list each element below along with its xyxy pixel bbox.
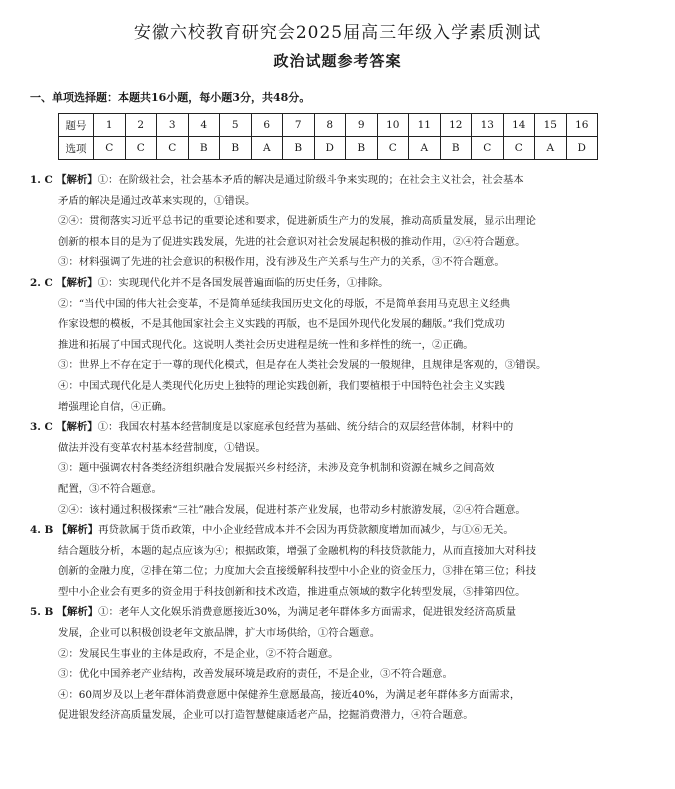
explanation-line: 推进和拓展了中国式现代化。这说明人类社会历史进程是统一性和多样性的统一，②正确。	[58, 338, 474, 351]
question-label: 2. C	[30, 276, 53, 289]
answer-cell: C	[94, 137, 126, 160]
explanation-text: ①：在阶级社会，社会基本矛盾的解决是通过阶级斗争来实现的；在社会主义社会，社会基本	[97, 174, 524, 186]
explanation-line: ②④：该村通过积极探索“三社”融合发展，促进村茶产业发展，也带动乡村旅游发展，②④符合题意。	[58, 503, 526, 516]
explanation-line: ④：60周岁及以上老年群体消费意愿中保健养生意愿最高，接近40%，为满足老年群体多方面需求，	[58, 688, 521, 701]
answer-cell: B	[188, 137, 220, 160]
explanation-line: ②④：贯彻落实习近平总书记的重要论述和要求，促进新质生产力的发展，推动高质量发展，显示出理论	[58, 215, 536, 228]
explanation-line	[30, 273, 652, 294]
answer-table	[58, 113, 598, 160]
answer-cell: C	[125, 137, 157, 160]
question-number-row	[59, 114, 598, 137]
explanation-line: ②：发展民生事业的主体是政府，不是企业，②不符合题意。	[58, 647, 339, 660]
question-label: 3. C	[30, 421, 53, 434]
explanation-line: ④：中国式现代化是人类现代化历史上独特的理论实践创新，我们要植根于中国特色社会主义实践	[58, 379, 505, 392]
question-number-cell: 11	[409, 114, 441, 137]
explanation-text: 再贷款属于货币政策，中小企业经营成本并不会因为再贷款额度增加而减少，与①⑥无关。	[98, 524, 514, 537]
question-number-cell: 3	[157, 114, 189, 137]
explanation-line: 配置，③不符合题意。	[58, 482, 162, 495]
question-number-cell: 7	[283, 114, 315, 137]
question-explanation	[30, 170, 652, 273]
explanation-line: ②：“当代中国的伟大社会变革，不是简单延续我国历史文化的母版，不是简单套用马克思主义经典	[58, 297, 511, 310]
document-subtitle: 政治试题参考答案	[273, 52, 402, 70]
explanation-line: 作家设想的模板，不是其他国家社会主义实践的再版，也不是国外现代化发展的翻版。”我们党成功	[58, 318, 505, 331]
explanation-line: 做法并没有变革农村基本经营制度，①错误。	[58, 441, 266, 454]
explanation-line	[30, 602, 652, 623]
analysis-tag: 【解析】	[56, 524, 99, 537]
question-explanation	[30, 602, 652, 726]
question-number-cell: 12	[440, 114, 472, 137]
question-label: 1. C	[30, 174, 53, 186]
explanation-line: 创新的金融力度，②排在第二位；力度加大会直接缓解科技型中小企业的资金压力，③排在第三位；科技	[58, 565, 536, 578]
question-explanation	[30, 273, 652, 417]
explanation-line	[30, 170, 652, 191]
question-number-cell: 9	[346, 114, 378, 137]
answer-cell: B	[220, 137, 252, 160]
explanation-text: ①：老年人文化娱乐消费意愿接近30%，为满足老年群体多方面需求，促进银发经济高质量	[98, 606, 517, 619]
question-number-cell: 8	[314, 114, 346, 137]
question-number-cell: 1	[94, 114, 126, 137]
question-number-cell: 13	[472, 114, 504, 137]
question-number-cell: 15	[535, 114, 567, 137]
answer-cell: A	[251, 137, 283, 160]
answer-cell: B	[440, 137, 472, 160]
explanation-line: ③：世界上不存在定于一尊的现代化模式，但是存在人类社会发展的一般规律，且规律是客观的，③错误。	[58, 359, 547, 372]
question-number-cell: 16	[566, 114, 598, 137]
analysis-tag: 【解析】	[56, 421, 98, 434]
question-label: 5. B	[30, 606, 54, 619]
explanation-line: 型中小企业会有更多的资金用于科技创新和技术改造，推进重点领域的数字化转型发展，⑤排第四位。	[58, 585, 526, 598]
question-explanation	[30, 417, 652, 520]
question-number-cell: 10	[377, 114, 409, 137]
explanation-text: ①：我国农村基本经营制度是以家庭承包经营为基础、统分结合的双层经营体制，材料中的	[97, 421, 514, 434]
answer-cell: B	[283, 137, 315, 160]
answer-cell: C	[472, 137, 504, 160]
answer-cell: D	[314, 137, 346, 160]
row-label-number: 题号	[59, 114, 94, 137]
answer-cell: B	[346, 137, 378, 160]
answer-cell: D	[566, 137, 598, 160]
section-heading: 一、单项选择题：本题共16小题，每小题3分，共48分。	[30, 91, 311, 104]
explanation-text: ①：实现现代化并不是各国发展普遍面临的历史任务，①排除。	[97, 276, 389, 289]
explanations	[30, 170, 652, 726]
answer-row	[59, 137, 598, 160]
question-number-cell: 5	[220, 114, 252, 137]
answer-cell: A	[409, 137, 441, 160]
row-label-answer: 选项	[59, 137, 94, 160]
question-number-cell: 4	[188, 114, 220, 137]
analysis-tag: 【解析】	[56, 174, 98, 186]
explanation-line	[30, 520, 652, 541]
answer-cell: C	[377, 137, 409, 160]
question-number-cell: 14	[503, 114, 535, 137]
analysis-tag: 【解析】	[56, 276, 98, 289]
document-title: 安徽六校教育研究会2025届高三年级入学素质测试	[133, 23, 542, 43]
explanation-line: ③：题中强调农村各类经济组织融合发展振兴乡村经济，未涉及竞争机制和资源在城乡之间高效	[58, 462, 495, 475]
explanation-line	[30, 417, 652, 438]
explanation-line: 增强理论自信，④正确。	[58, 400, 173, 413]
answer-cell: C	[503, 137, 535, 160]
explanation-line: ③：材料强调了先进的社会意识的积极作用，没有涉及生产关系与生产力的关系，③不符合题意。	[58, 256, 505, 269]
answer-cell: A	[535, 137, 567, 160]
question-number-cell: 6	[251, 114, 283, 137]
question-label: 4. B	[30, 524, 54, 537]
explanation-line: 发展，企业可以积极创设老年文旅品牌，扩大市场供给，①符合题意。	[58, 627, 381, 640]
question-number-cell: 2	[125, 114, 157, 137]
explanation-line: 矛盾的解决是通过改革来实现的，①错误。	[58, 194, 256, 207]
explanation-line: 促进银发经济高质量发展，企业可以打造智慧健康适老产品，挖掘消费潜力，④符合题意。	[58, 709, 474, 722]
answer-cell: C	[157, 137, 189, 160]
explanation-line: ③：优化中国养老产业结构，改善发展环境是政府的责任，不是企业，③不符合题意。	[58, 668, 453, 681]
analysis-tag: 【解析】	[56, 606, 99, 619]
explanation-line: 结合题肢分析，本题的起点应该为④；根据政策，增强了金融机构的科技贷款能力，从而直接加大对科技	[58, 544, 536, 557]
question-explanation	[30, 520, 652, 602]
explanation-line: 创新的根本目的是为了促进实践发展，先进的社会意识对社会发展起积极的推动作用，②④符合题意。	[58, 235, 526, 248]
